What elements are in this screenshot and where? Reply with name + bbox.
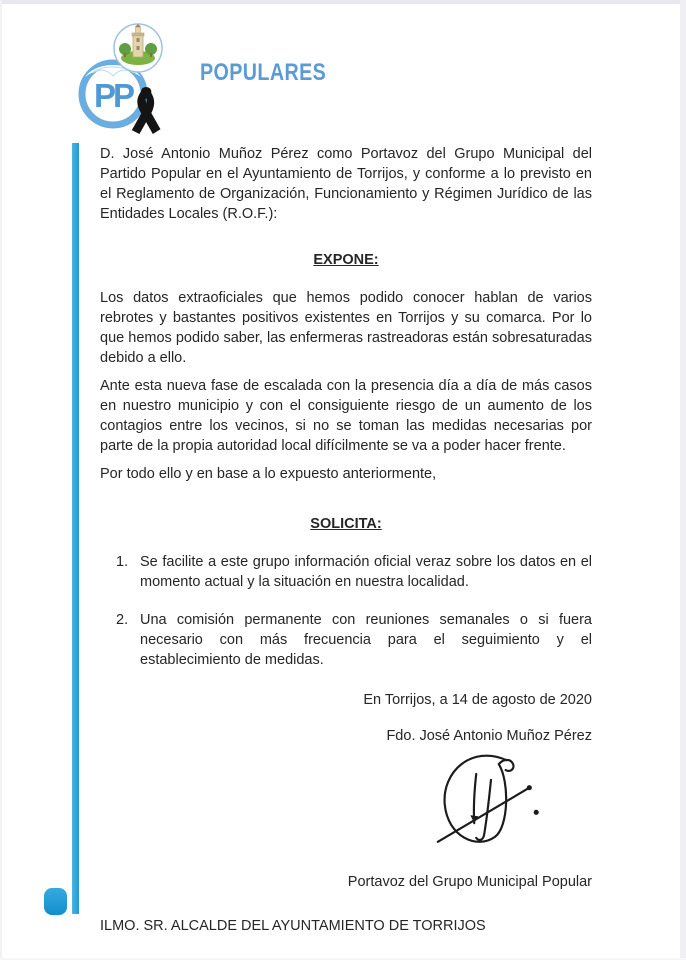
page-edge-right <box>680 0 686 960</box>
expone-paragraph-1: Los datos extraoficiales que hemos podido conocer hablan de varios rebrotes y bastantes positivos existentes en Torrijos y su comarca. Por lo que hemos podido saber, las enfermeras rastreadoras están sobresaturadas debido a ello. <box>100 290 592 366</box>
addressee-line: ILMO. SR. ALCALDE DEL AYUNTAMIENTO DE TORRIJOS <box>100 918 486 934</box>
signed-line: Fdo. José Antonio Muñoz Pérez <box>386 728 592 744</box>
populares-wordmark: POPULARES <box>200 59 327 86</box>
expone-heading: EXPONE: <box>313 252 379 268</box>
mourning-ribbon-icon <box>127 87 171 137</box>
signature-block <box>100 750 592 854</box>
item-text: Se facilite a este grupo información oficial veraz sobre los datos en el momento actual y la situación en nuestra localidad. <box>140 554 592 590</box>
list-item <box>100 610 592 670</box>
intro-paragraph: D. José Antonio Muñoz Pérez como Portavoz del Grupo Municipal del Partido Popular en el Ayuntamiento de Torrijos, y conforme a lo previsto en el Reglamento de Organización, Funcionamiento y Régimen Jurídico de las Entidades Locales (R.O.F.): <box>100 146 592 222</box>
item-number: 1. <box>116 554 129 570</box>
page-edge-top <box>0 0 686 4</box>
expone-paragraph-3: Por todo ello y en base a lo expuesto anteriormente, <box>100 466 437 482</box>
date-line: En Torrijos, a 14 de agosto de 2020 <box>363 692 592 708</box>
item-number: 2. <box>116 612 129 628</box>
solicita-heading: SOLICITA: <box>310 516 382 532</box>
page-edge-left <box>0 0 2 960</box>
blue-accent-bar <box>72 143 79 914</box>
blue-accent-square <box>44 888 67 915</box>
solicita-list <box>100 552 592 670</box>
torrijos-emblem-icon <box>112 22 164 74</box>
role-line: Portavoz del Grupo Municipal Popular <box>347 874 592 890</box>
signature-scribble <box>430 750 548 854</box>
letter-body <box>100 144 592 936</box>
svg-text:PP: PP <box>93 77 133 114</box>
item-text: Una comisión permanente con reuniones semanales o si fuera necesario con más frecuencia para el seguimiento y el establecimiento de medidas. <box>140 612 592 668</box>
expone-paragraph-2: Ante esta nueva fase de escalada con la presencia día a día de más casos en nuestro municipio y con el consiguiente riesgo de un aumento de los contagios entre los vecinos, si no se toman las medidas necesarias por parte de la propia autoridad local difícilmente se va a poder hacer frente. <box>100 378 592 454</box>
list-item <box>100 552 592 592</box>
